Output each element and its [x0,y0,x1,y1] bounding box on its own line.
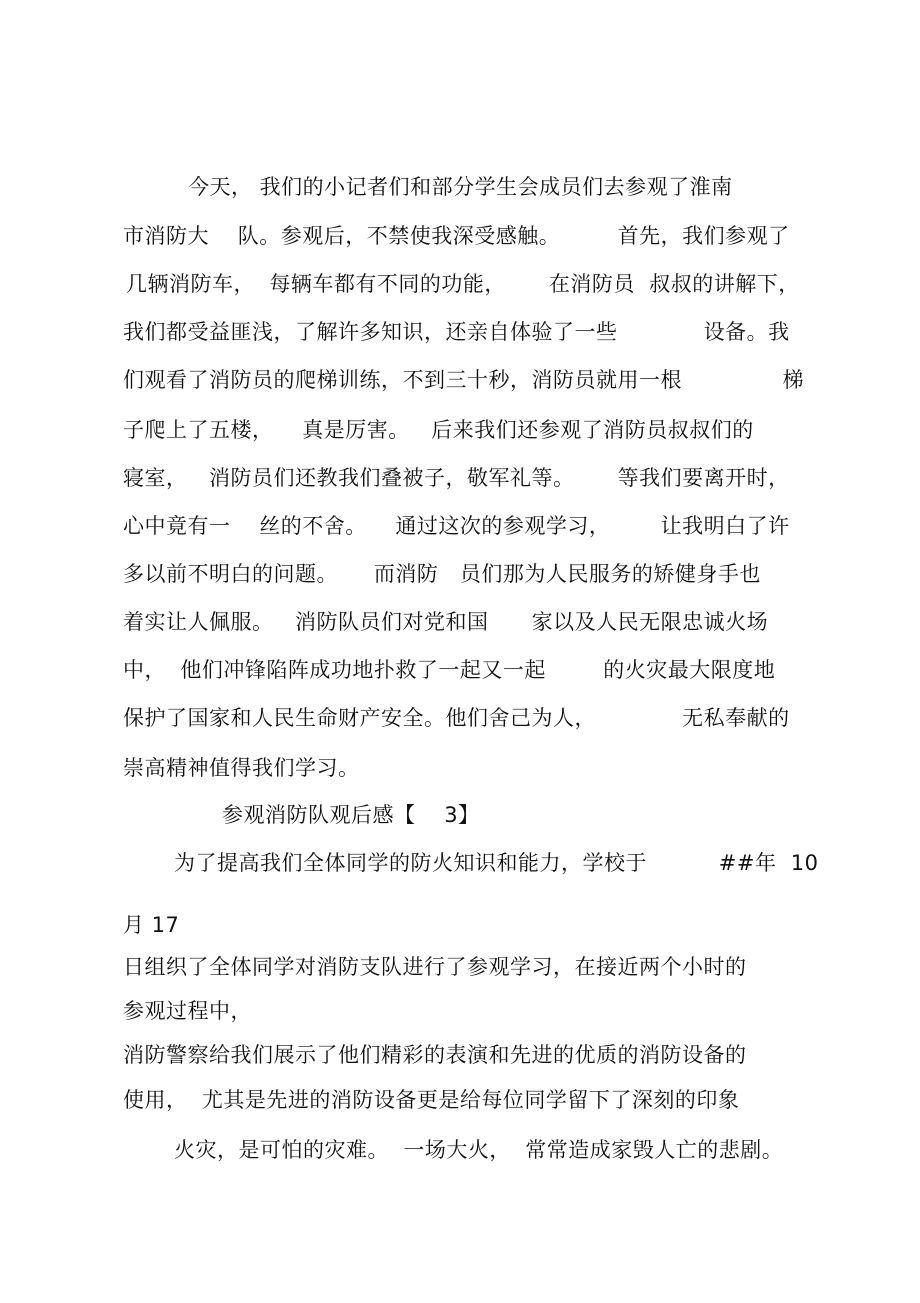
paragraph-line: 着实让人佩服。 消防队员们对党和国 家以及人民无限忠诚火场 [123,610,769,634]
paragraph-line: 为了提高我们全体同学的防火知识和能力，学校于 ##年 10 [174,851,819,875]
paragraph-line: 崇高精神值得我们学习。 [123,756,360,780]
paragraph-line: 市消防大 队。参观后，不禁使我深受感触。 首先，我们参观了 [123,224,790,248]
paragraph-line: 们观看了消防员的爬梯训练，不到三十秒，消防员就用一根 梯 [123,368,804,392]
paragraph-line: 参观过程中， [123,999,252,1023]
paragraph-line: 保护了国家和人民生命财产安全。他们舍己为人， 无私奉献的 [123,706,790,730]
paragraph-line: 火灾，是可怕的灾难。 一场大火， 常常造成家毁人亡的悲剧。 [174,1138,784,1162]
paragraph-line: 子爬上了五楼， 真是厉害。 后来我们还参观了消防员叔叔们的 [123,418,754,442]
paragraph-line: 中， 他们冲锋陷阵成功地扑救了一起又一起 的火灾最大限度地 [123,658,776,682]
paragraph-line: 消防警察给我们展示了他们精彩的表演和先进的优质的消防设备的 [123,1043,747,1067]
paragraph-line: 心中竟有一 丝的不舍。 通过这次的参观学习， 让我明白了许 [123,514,790,538]
paragraph-line: 使用， 尤其是先进的消防设备更是给每位同学留下了深刻的印象 [123,1088,740,1112]
paragraph-line: 寝室， 消防员们还教我们叠被子，敬军礼等。 等我们要离开时， [123,466,790,490]
paragraph-line: 我们都受益匪浅，了解许多知识，还亲自体验了一些 设备。我 [123,320,790,344]
paragraph-line: 月 17 [123,913,180,937]
paragraph-line: 日组织了全体同学对消防支队进行了参观学习，在接近两个小时的 [123,955,747,979]
paragraph-line: 今天， 我们的小记者们和部分学生会成员们去参观了淮南 [188,175,733,199]
section-heading: 参观消防队观后感【 3】 [222,803,480,827]
paragraph-line: 几辆消防车， 每辆车都有不同的功能， 在消防员 叔叔的讲解下， [126,272,800,296]
paragraph-line: 多以前不明白的问题。 而消防 员们那为人民服务的矫健身手也 [123,562,761,586]
